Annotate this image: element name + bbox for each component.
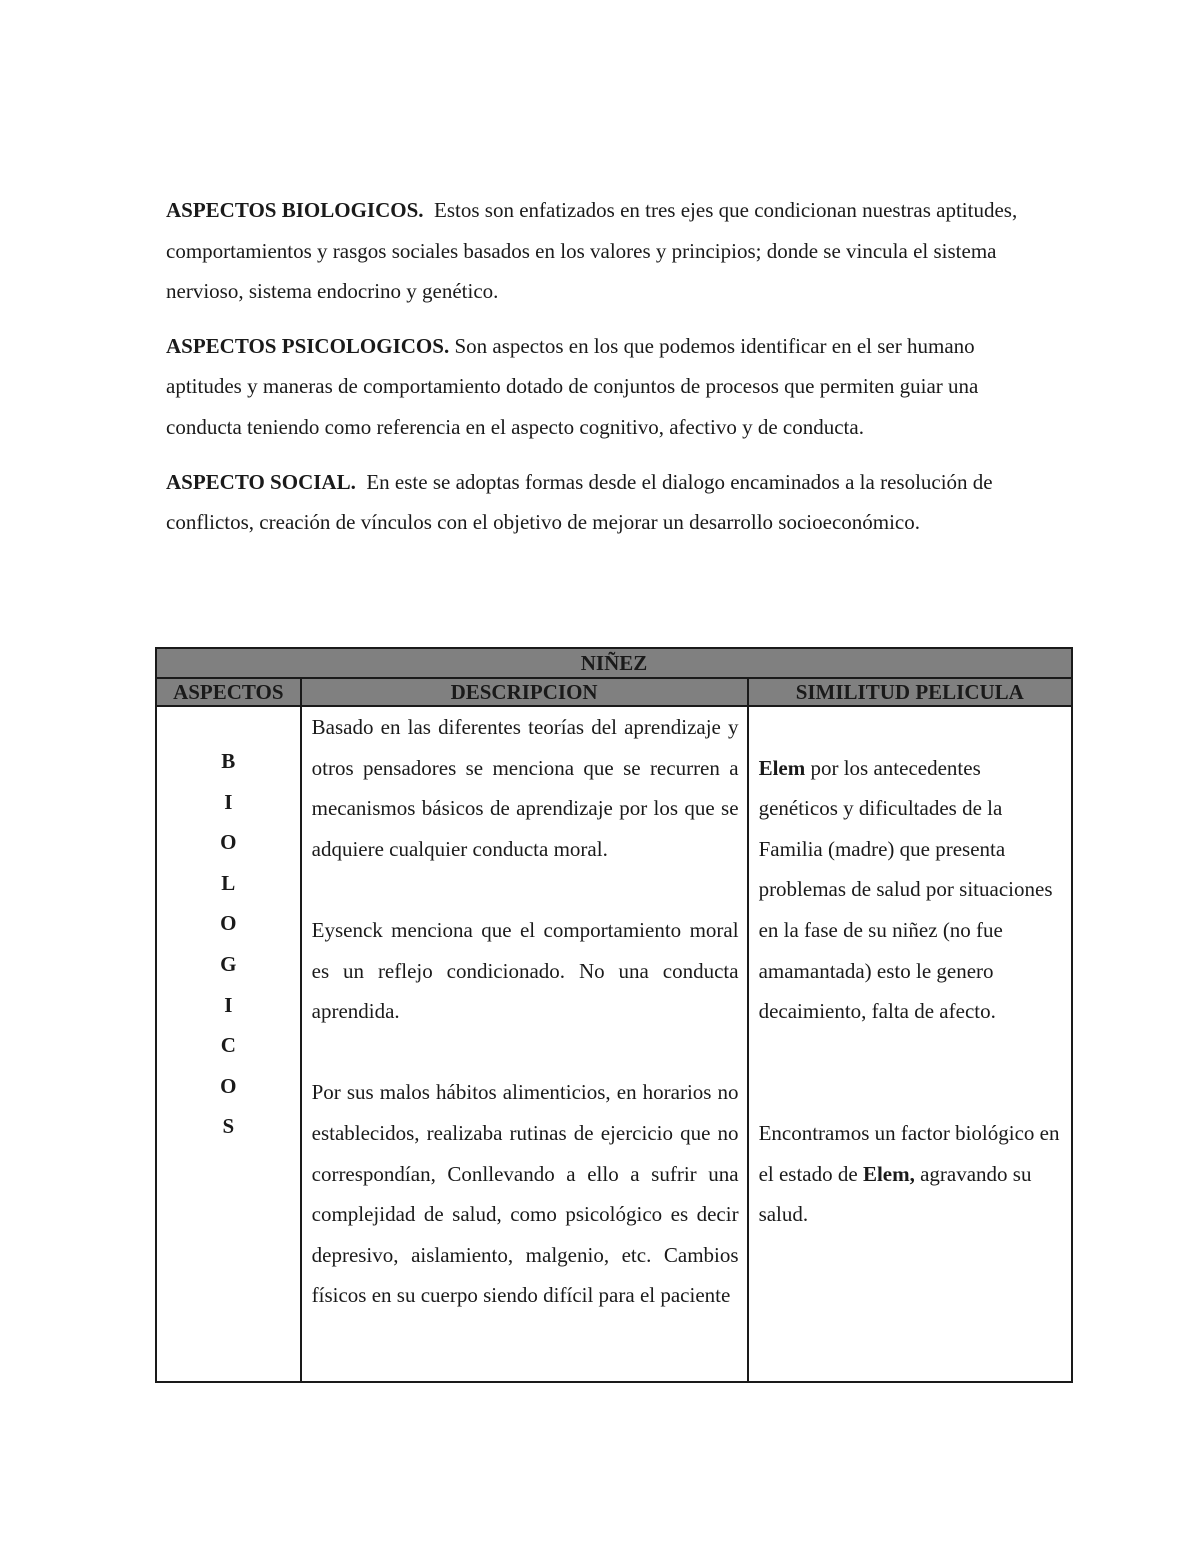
- heading-biologicos: ASPECTOS BIOLOGICOS.: [166, 198, 424, 222]
- description-1: Basado en las diferentes teorías del aprendizaje y otros pensadores se menciona que se recurren a mecanismos básicos de aprendizaje por los que se adquiere cualquier conducta moral.: [311, 715, 739, 861]
- heading-social: ASPECTO SOCIAL.: [166, 469, 356, 494]
- aspect-letter: S: [222, 1114, 235, 1139]
- aspect-letter: O: [220, 1073, 237, 1098]
- similitud-2-text: Encontramos un factor biológico en el estado de: [758, 1120, 1060, 1186]
- similitud-1: [759, 748, 1061, 1032]
- similitud-cell: [748, 706, 1072, 1382]
- aspect-letter: O: [220, 830, 237, 855]
- aspect-letter: I: [224, 789, 233, 814]
- paragraph-social: [166, 462, 1036, 543]
- text-social: En este se adoptas formas desde el dialogo encaminados a la resolución de conflictos, creación de vínculos con el objetivo de mejorar un desarrollo socioeconómico.: [166, 469, 993, 535]
- paragraph-psicologicos: [166, 326, 1036, 448]
- paragraph-biologicos: [166, 190, 1036, 312]
- header-aspectos: ASPECTOS: [156, 678, 301, 706]
- aspect-vertical-label: [157, 707, 300, 1147]
- aspect-letter: C: [220, 1033, 236, 1058]
- aspect-letter: O: [220, 911, 237, 936]
- table-title-row: [156, 648, 1072, 678]
- similitud-1-text: por los antecedentes genéticos y dificultades de la Familia (madre) que presenta problemas de salud por situaciones en la fase de su niñez (no fue amamantada) esto le genero decaimiento, falta de afecto.: [758, 755, 1053, 1024]
- description-content: [302, 707, 747, 1316]
- description-2: Eysenck menciona que el comportamiento moral es un reflejo condicionado. No una conducta aprendida.: [311, 917, 739, 1024]
- aspect-letter: G: [220, 951, 237, 976]
- similitud-1-bold: Elem: [758, 755, 806, 780]
- similitud-2-after: agravando su salud.: [758, 1161, 1032, 1227]
- table-header-row: [156, 678, 1072, 706]
- description-cell: [301, 706, 748, 1382]
- table-title: NIÑEZ: [156, 648, 1072, 678]
- ninez-table: [155, 647, 1073, 1383]
- aspect-letter: I: [224, 992, 233, 1017]
- header-similitud: SIMILITUD PELICULA: [748, 678, 1072, 706]
- aspect-cell: [156, 706, 301, 1382]
- heading-psicologicos: ASPECTOS PSICOLOGICOS.: [166, 333, 450, 358]
- description-3: Por sus malos hábitos alimenticios, en horarios no establecidos, realizaba rutinas de ejercicio que no correspondían, Conllevando a ello a sufrir una complejidad de salud, como psicológico es decir depresivo, aislamiento, malgenio, etc. Cambios físicos en su cuerpo siendo difícil para el paciente: [311, 1080, 739, 1308]
- similitud-2: [759, 1113, 1061, 1235]
- similitud-content: [749, 707, 1071, 1235]
- intro-text: [166, 190, 1036, 557]
- aspect-letter: L: [221, 870, 236, 895]
- aspect-letter: B: [221, 749, 236, 773]
- text-biologicos: Estos son enfatizados en tres ejes que condicionan nuestras aptitudes, comportamientos y rasgos sociales basados en los valores y principios; donde se vincula el sistema nervioso, sistema endocrino y genético.: [166, 198, 1018, 304]
- header-descripcion: DESCRIPCION: [301, 678, 748, 706]
- similitud-2-bold: Elem,: [862, 1161, 915, 1186]
- table-row: [156, 706, 1072, 1382]
- text-psicologicos: Son aspectos en los que podemos identificar en el ser humano aptitudes y maneras de comportamiento dotado de conjuntos de procesos que permiten guiar una conducta teniendo como referencia en el aspecto cognitivo, afectivo y de conducta.: [166, 333, 979, 439]
